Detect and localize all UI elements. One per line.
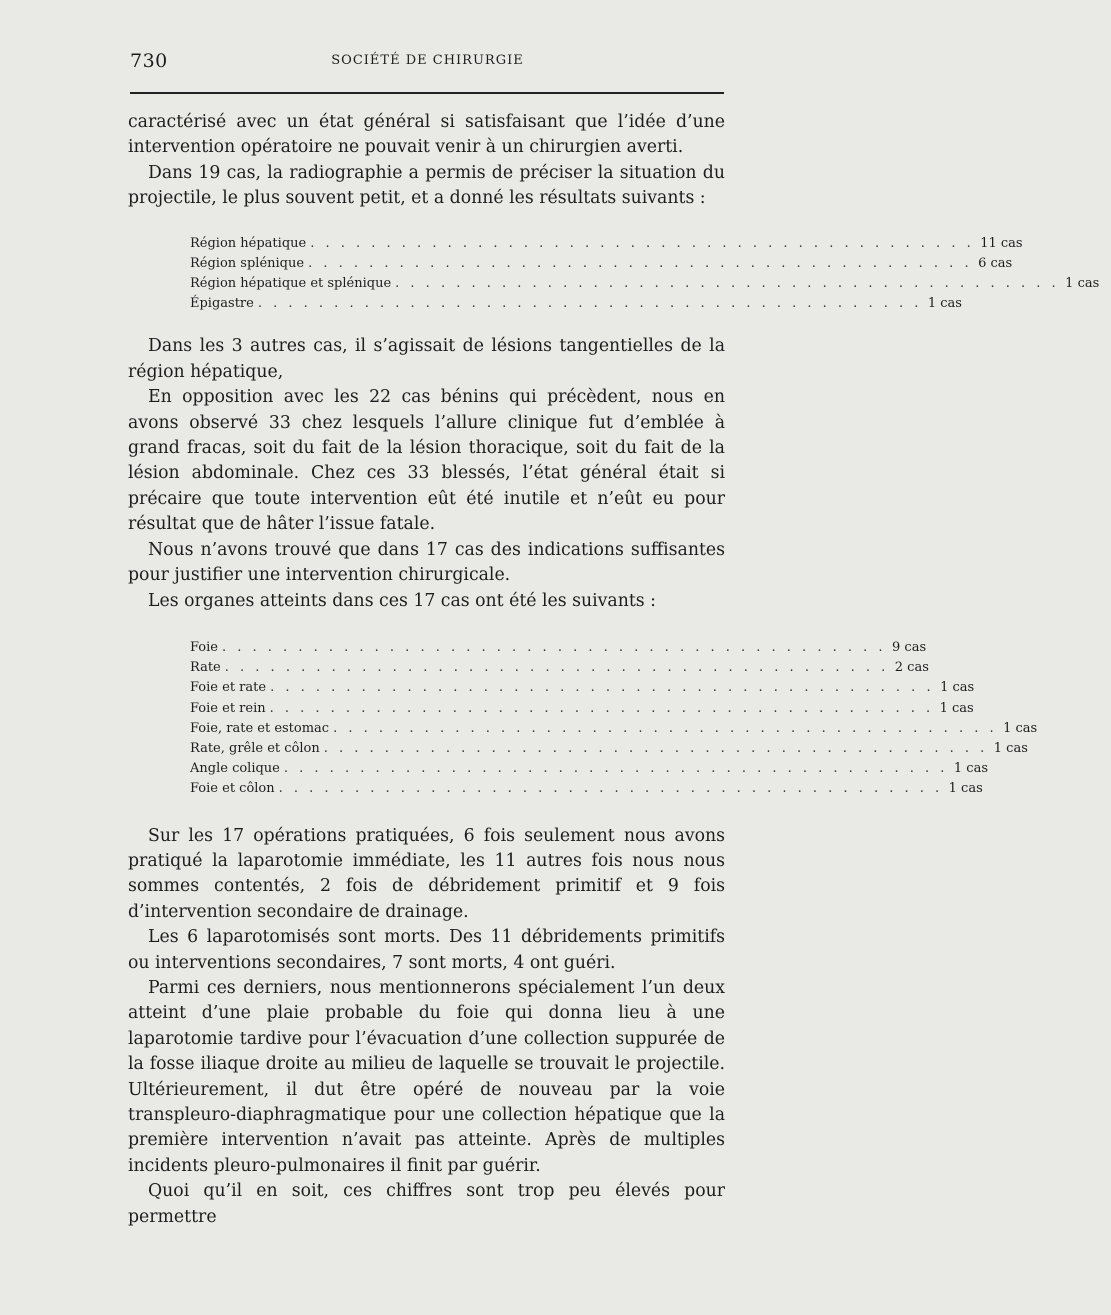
organs-table [190,638,1038,800]
paragraph: Les 6 laparotomisés sont morts. Des 11 débridements primitifs ou interventions secondaires, 7 sont morts, 4 ont guéri. [128,927,725,973]
row-label: Région hépatique et splénique [190,276,392,292]
dot-leader: . . . . . . . . . . . . . . . . . . . . . . . . . . . . . . . . . . . . . . . . . . . . [222,639,887,655]
paragraph: caractérisé avec un état général si satisfaisant que l’idée d’une intervention opératoire ne pouvait venir à un chirurgien averti. [128,112,725,158]
projectile-location-table [190,234,1100,315]
dot-leader: . . . . . . . . . . . . . . . . . . . . . . . . . . . . . . . . . . . . . . . . . . . . [323,740,988,756]
row-value: 1 cas [953,761,989,777]
table-row [190,719,1038,739]
row-value: 11 cas [980,235,1023,251]
table-row [190,699,974,719]
row-value: 1 cas [1003,720,1038,736]
paragraph: Dans 19 cas, la radiographie a permis de préciser la situation du projectile, le plus souvent petit, et a donné les résultats suivants : [128,162,725,209]
row-value: 1 cas [939,700,974,716]
row-value: 1 cas [1065,276,1100,292]
dot-leader: . . . . . . . . . . . . . . . . . . . . . . . . . . . . . . . . . . . . . . . . . . . . [310,235,975,251]
dot-leader: . . . . . . . . . . . . . . . . . . . . . . . . . . . . . . . . . . . . . . . . . . . . [395,276,1060,292]
paragraph: Nous n’avons trouvé que dans 17 cas des indications suffisantes pour justifier une intervention chirurgicale. [128,539,725,586]
dot-leader: . . . . . . . . . . . . . . . . . . . . . . . . . . . . . . . . . . . . . . . . . . . . [333,720,998,736]
table-row [190,779,983,799]
table-row [190,294,962,314]
table-row [190,739,1028,759]
paragraph: Parmi ces derniers, nous mentionnerons spécialement l’un deux atteint d’une plaie probable du foie qui donna lieu à une laparotomie tardive pour l’évacuation d’une collection suppurée de la fosse iliaque droite au milieu de laquelle se trouvait le projectile. Ultérieurement, il dut être opéré de nouveau par la voie transpleuro-diaphragmatique pour une collection hépatique que la première intervention n’avait pas atteinte. Après de multiples incidents pleuro-pulmonaires il finit par guérir. [128,977,725,1176]
dot-leader: . . . . . . . . . . . . . . . . . . . . . . . . . . . . . . . . . . . . . . . . . . . . [224,660,889,676]
table-row [190,254,1013,274]
body-text [128,110,1100,1230]
row-value: 1 cas [948,781,983,797]
table-row [190,638,927,658]
row-label: Région hépatique [190,235,307,251]
dot-leader: . . . . . . . . . . . . . . . . . . . . . . . . . . . . . . . . . . . . . . . . . . . . [308,255,973,271]
paragraph: En opposition avec les 22 cas bénins qui précèdent, nous en avons observé 33 chez lesquels l’allure clinique fut d’emblée à grand fracas, soit du fait de la lésion thoracique, soit du fait de la lésion abdominale. Chez ces 33 blessés, l’état général était si précaire que toute intervention eût été inutile et n’eût eu pour résultat que de hâter l’issue fatale. [128,387,725,535]
dot-leader: . . . . . . . . . . . . . . . . . . . . . . . . . . . . . . . . . . . . . . . . . . . . [257,296,922,312]
row-label: Épigastre [190,296,254,312]
row-label: Foie, rate et estomac [190,720,330,736]
dot-leader: . . . . . . . . . . . . . . . . . . . . . . . . . . . . . . . . . . . . . . . . . . . . [283,761,948,777]
paragraph: Dans les 3 autres cas, il s’agissait de lésions tangentielles de la région hépatique, [128,336,725,382]
row-value: 1 cas [993,740,1028,756]
row-value: 9 cas [892,639,927,655]
dot-leader: . . . . . . . . . . . . . . . . . . . . . . . . . . . . . . . . . . . . . . . . . . . . [270,680,935,696]
paragraph: Quoi qu’il en soit, ces chiffres sont trop peu élevés pour permettre [128,1181,725,1227]
row-label: Rate, grêle et côlon [190,740,320,756]
row-value: 6 cas [978,255,1013,271]
dot-leader: . . . . . . . . . . . . . . . . . . . . . . . . . . . . . . . . . . . . . . . . . . . . [278,781,943,797]
row-label: Foie et côlon [190,781,275,797]
paragraph: Sur les 17 opérations pratiquées, 6 fois seulement nous avons pratiqué la laparotomie immédiate, les 11 autres fois nous nous sommes contentés, 2 fois de débridement primitif et 9 fois d’intervention secondaire de drainage. [128,825,725,922]
table-row [190,274,1100,294]
table-row [190,234,1023,254]
row-label: Foie [190,639,218,655]
table-row [190,759,989,779]
page-header [130,50,725,72]
row-value: 1 cas [927,296,962,312]
page-number: 730 [130,50,168,72]
row-label: Rate [190,660,221,676]
row-value: 1 cas [940,680,975,696]
row-label: Région splénique [190,255,305,271]
running-title: SOCIÉTÉ DE CHIRURGIE [331,53,524,68]
row-label: Angle colique [190,761,280,777]
row-label: Foie et rate [190,680,267,696]
table-row [190,678,975,698]
row-label: Foie et rein [190,700,266,716]
table-row [190,658,929,678]
header-rule [130,92,724,94]
row-value: 2 cas [894,660,929,676]
paragraph: Les organes atteints dans ces 17 cas ont été les suivants : [148,590,656,611]
dot-leader: . . . . . . . . . . . . . . . . . . . . . . . . . . . . . . . . . . . . . . . . . . . . [269,700,934,716]
